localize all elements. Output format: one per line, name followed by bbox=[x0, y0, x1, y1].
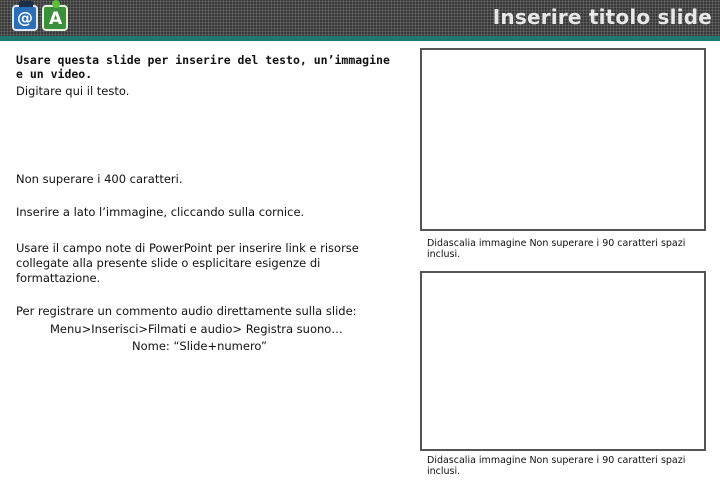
character-limit-note: Non superare i 400 caratteri. bbox=[16, 172, 183, 186]
cap-icon bbox=[19, 1, 33, 7]
image-placeholder-frame[interactable] bbox=[420, 48, 706, 231]
image-insert-hint: Inserire a lato l’immagine, cliccando sulla cornice. bbox=[16, 205, 305, 219]
menu-path: Menu>Inserisci>Filmati e audio> Registra suono… bbox=[50, 322, 343, 336]
image-caption[interactable]: Didascalia immagine Non superare i 90 caratteri spazi inclusi. bbox=[427, 238, 686, 260]
body-text-placeholder[interactable]: Digitare qui il testo. bbox=[16, 84, 130, 98]
tree-icon bbox=[52, 0, 60, 8]
logo-glyph: @ bbox=[17, 8, 33, 27]
notes-hint: Usare il campo note di PowerPoint per inserire link e risorse collegate alla presente slide o esplicitare esigenze di formattazione. bbox=[16, 241, 359, 285]
header-accent-stripe bbox=[0, 36, 720, 41]
intro-text: Usare questa slide per inserire del testo, un’immagine e un video. bbox=[16, 53, 390, 81]
logo-glyph: A bbox=[49, 9, 63, 29]
at-sign-logo-icon bbox=[12, 5, 38, 31]
slide-title[interactable]: Inserire titolo slide bbox=[492, 5, 712, 29]
image-placeholder-frame[interactable] bbox=[420, 271, 706, 451]
image-caption[interactable]: Didascalia immagine Non superare i 90 caratteri spazi inclusi. bbox=[427, 455, 686, 477]
audio-hint: Per registrare un commento audio direttamente sulla slide: bbox=[16, 304, 357, 318]
file-name-hint: Nome: “Slide+numero” bbox=[132, 339, 268, 353]
letter-a-logo-icon bbox=[42, 5, 68, 31]
